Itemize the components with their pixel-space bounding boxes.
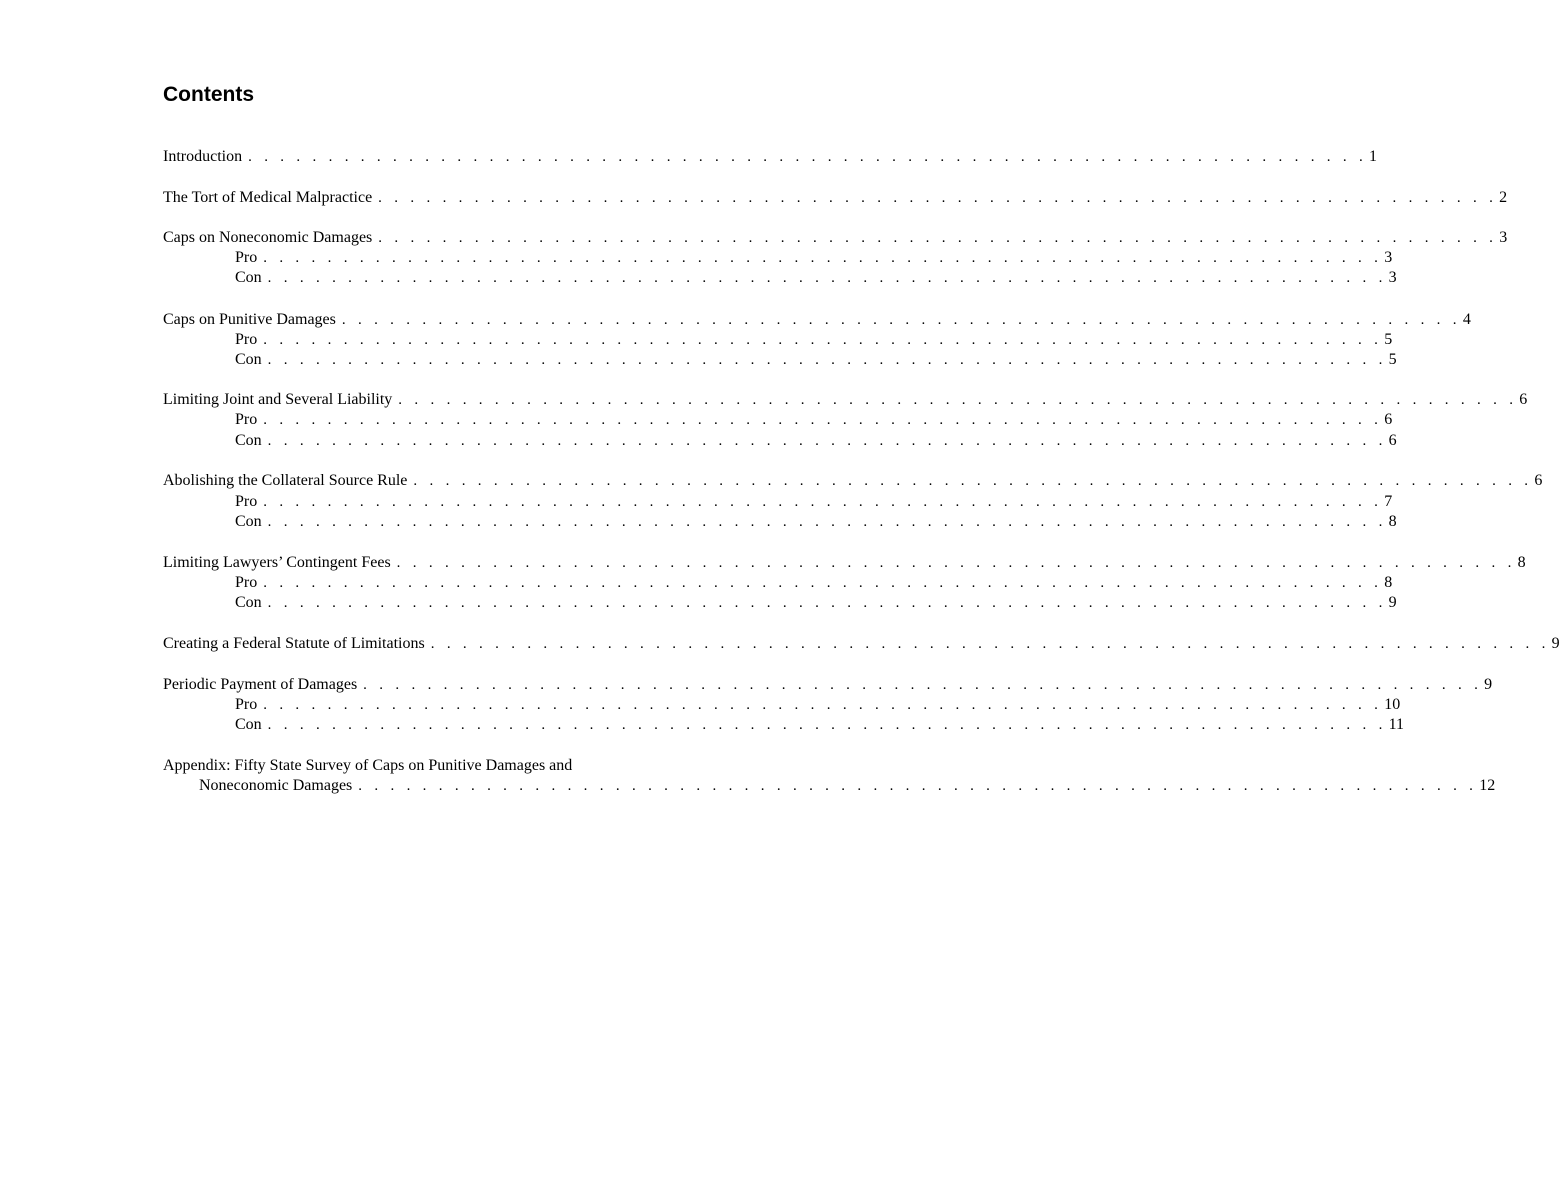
toc-page-number: 4 <box>1462 311 1471 328</box>
toc-entry-label: Con <box>235 594 262 611</box>
toc-entry-periodic-payment[interactable] <box>163 675 1493 695</box>
toc-page-number: 7 <box>1384 493 1393 510</box>
toc-page-number: 6 <box>1384 411 1393 428</box>
toc-page-number: 3 <box>1384 249 1393 266</box>
dot-leader: . . . . . . . . . . . . . . . . . . . . . . . . . . . . . . . . . . . . . . . . . . . . . . . . . . . . . . . . . . . . . . . . . . . . . . <box>267 514 1387 530</box>
toc-entry-label: Abolishing the Collateral Source Rule <box>163 472 408 489</box>
dot-leader: . . . . . . . . . . . . . . . . . . . . . . . . . . . . . . . . . . . . . . . . . . . . . . . . . . . . . . . . . . . . . . . . . . . . . . <box>341 312 1461 328</box>
dot-leader: . . . . . . . . . . . . . . . . . . . . . . . . . . . . . . . . . . . . . . . . . . . . . . . . . . . . . . . . . . . . . . . . . . . . . . <box>396 555 1516 571</box>
toc-entry-label: Introduction <box>163 148 243 165</box>
dot-leader: . . . . . . . . . . . . . . . . . . . . . . . . . . . . . . . . . . . . . . . . . . . . . . . . . . . . . . . . . . . . . . . . . . . . . . <box>267 595 1387 611</box>
toc-subentry-con[interactable] <box>235 512 1397 532</box>
toc-page-number: 10 <box>1384 696 1401 713</box>
toc-page-number: 3 <box>1499 229 1508 246</box>
toc-subentry-con[interactable] <box>235 715 1405 735</box>
dot-leader: . . . . . . . . . . . . . . . . . . . . . . . . . . . . . . . . . . . . . . . . . . . . . . . . . . . . . . . . . . . . . . . . . . . . . . <box>413 473 1533 489</box>
dot-leader: . . . . . . . . . . . . . . . . . . . . . . . . . . . . . . . . . . . . . . . . . . . . . . . . . . . . . . . . . . . . . . . . . . . . . . <box>378 230 1498 246</box>
toc-page-number: 6 <box>1534 472 1543 489</box>
toc-entry-label: Con <box>235 513 262 530</box>
toc-entry-label: The Tort of Medical Malpractice <box>163 189 373 206</box>
toc-entry-label: Con <box>235 351 262 368</box>
toc-subentry-pro[interactable] <box>235 492 1393 512</box>
toc-entry-statute-of-limitations[interactable] <box>163 634 1560 654</box>
toc-subentry-con[interactable] <box>235 593 1397 613</box>
toc-entry-label: Con <box>235 716 262 733</box>
toc-entry-label: Caps on Noneconomic Damages <box>163 229 373 246</box>
toc-entry-label: Pro <box>235 331 258 348</box>
dot-leader: . . . . . . . . . . . . . . . . . . . . . . . . . . . . . . . . . . . . . . . . . . . . . . . . . . . . . . . . . . . . . . . . . . . . . . <box>358 778 1478 794</box>
toc-page-number: 11 <box>1388 716 1405 733</box>
toc-entry-tort[interactable] <box>163 188 1508 208</box>
dot-leader: . . . . . . . . . . . . . . . . . . . . . . . . . . . . . . . . . . . . . . . . . . . . . . . . . . . . . . . . . . . . . . . . . . . . . . <box>267 433 1387 449</box>
dot-leader: . . . . . . . . . . . . . . . . . . . . . . . . . . . . . . . . . . . . . . . . . . . . . . . . . . . . . . . . . . . . . . . . . . . . . . <box>267 352 1387 368</box>
toc-page-number: 8 <box>1517 554 1526 571</box>
dot-leader: . . . . . . . . . . . . . . . . . . . . . . . . . . . . . . . . . . . . . . . . . . . . . . . . . . . . . . . . . . . . . . . . . . . . . . <box>398 392 1518 408</box>
toc-entry-collateral-source[interactable] <box>163 471 1543 491</box>
toc-page-number: 3 <box>1388 269 1397 286</box>
toc-page-number: 12 <box>1479 777 1496 794</box>
dot-leader: . . . . . . . . . . . . . . . . . . . . . . . . . . . . . . . . . . . . . . . . . . . . . . . . . . . . . . . . . . . . . . . . . . . . . . <box>263 250 1383 266</box>
toc-entry-label: Pro <box>235 493 258 510</box>
dot-leader: . . . . . . . . . . . . . . . . . . . . . . . . . . . . . . . . . . . . . . . . . . . . . . . . . . . . . . . . . . . . . . . . . . . . . . <box>248 149 1368 165</box>
dot-leader: . . . . . . . . . . . . . . . . . . . . . . . . . . . . . . . . . . . . . . . . . . . . . . . . . . . . . . . . . . . . . . . . . . . . . . <box>263 575 1383 591</box>
toc-entry-appendix-continued[interactable] <box>199 776 1496 796</box>
toc-entry-label: Pro <box>235 574 258 591</box>
toc-subentry-pro[interactable] <box>235 410 1393 430</box>
toc-subentry-con[interactable] <box>235 431 1397 451</box>
toc-page-number: 6 <box>1388 432 1397 449</box>
dot-leader: . . . . . . . . . . . . . . . . . . . . . . . . . . . . . . . . . . . . . . . . . . . . . . . . . . . . . . . . . . . . . . . . . . . . . . <box>378 190 1498 206</box>
toc-entry-label: Caps on Punitive Damages <box>163 311 336 328</box>
toc-entry-label: Creating a Federal Statute of Limitations <box>163 635 425 652</box>
contents-heading: Contents <box>163 83 254 106</box>
toc-entry-joint-liability[interactable] <box>163 390 1528 410</box>
toc-page-number: 5 <box>1384 331 1393 348</box>
toc-page-number: 8 <box>1384 574 1393 591</box>
dot-leader: . . . . . . . . . . . . . . . . . . . . . . . . . . . . . . . . . . . . . . . . . . . . . . . . . . . . . . . . . . . . . . . . . . . . . . <box>430 636 1550 652</box>
dot-leader: . . . . . . . . . . . . . . . . . . . . . . . . . . . . . . . . . . . . . . . . . . . . . . . . . . . . . . . . . . . . . . . . . . . . . . <box>263 332 1383 348</box>
toc-page-number: 9 <box>1484 676 1493 693</box>
dot-leader: . . . . . . . . . . . . . . . . . . . . . . . . . . . . . . . . . . . . . . . . . . . . . . . . . . . . . . . . . . . . . . . . . . . . . . <box>267 270 1387 286</box>
toc-entry-label: Limiting Lawyers’ Contingent Fees <box>163 554 391 571</box>
toc-entry-noneconomic-caps[interactable] <box>163 228 1508 248</box>
toc-entry-label: Appendix: Fifty State Survey of Caps on Punitive Damages and <box>163 757 573 774</box>
toc-entry-appendix[interactable] <box>163 756 578 776</box>
toc-entry-label: Limiting Joint and Several Liability <box>163 391 393 408</box>
toc-subentry-pro[interactable] <box>235 695 1401 715</box>
toc-entry-punitive-caps[interactable] <box>163 310 1471 330</box>
toc-entry-label: Noneconomic Damages <box>199 777 353 794</box>
toc-page-number: 1 <box>1369 148 1378 165</box>
toc-entry-label: Pro <box>235 411 258 428</box>
toc-subentry-con[interactable] <box>235 350 1397 370</box>
toc-page-number: 5 <box>1388 351 1397 368</box>
dot-leader: . . . . . . . . . . . . . . . . . . . . . . . . . . . . . . . . . . . . . . . . . . . . . . . . . . . . . . . . . . . . . . . . . . . . . . <box>263 494 1383 510</box>
toc-page-number: 9 <box>1388 594 1397 611</box>
toc-entry-label: Periodic Payment of Damages <box>163 676 358 693</box>
dot-leader: . . . . . . . . . . . . . . . . . . . . . . . . . . . . . . . . . . . . . . . . . . . . . . . . . . . . . . . . . . . . . . . . . . . . . . <box>267 717 1387 733</box>
toc-entry-contingent-fees[interactable] <box>163 553 1526 573</box>
dot-leader: . . . . . . . . . . . . . . . . . . . . . . . . . . . . . . . . . . . . . . . . . . . . . . . . . . . . . . . . . . . . . . . . . . . . . . <box>263 697 1383 713</box>
dot-leader: . . . . . . . . . . . . . . . . . . . . . . . . . . . . . . . . . . . . . . . . . . . . . . . . . . . . . . . . . . . . . . . . . . . . . . <box>363 677 1483 693</box>
toc-page-number: 2 <box>1499 189 1508 206</box>
toc-entry-label: Con <box>235 432 262 449</box>
toc-subentry-pro[interactable] <box>235 248 1393 268</box>
toc-entry-label: Pro <box>235 249 258 266</box>
toc-subentry-pro[interactable] <box>235 330 1393 350</box>
toc-entry-label: Pro <box>235 696 258 713</box>
dot-leader: . . . . . . . . . . . . . . . . . . . . . . . . . . . . . . . . . . . . . . . . . . . . . . . . . . . . . . . . . . . . . . . . . . . . . . <box>263 412 1383 428</box>
toc-subentry-con[interactable] <box>235 268 1397 288</box>
toc-subentry-pro[interactable] <box>235 573 1393 593</box>
toc-page-number: 8 <box>1388 513 1397 530</box>
toc-page-number: 9 <box>1551 635 1560 652</box>
toc-entry-introduction[interactable] <box>163 147 1378 167</box>
toc-page-number: 6 <box>1519 391 1528 408</box>
toc-entry-label: Con <box>235 269 262 286</box>
